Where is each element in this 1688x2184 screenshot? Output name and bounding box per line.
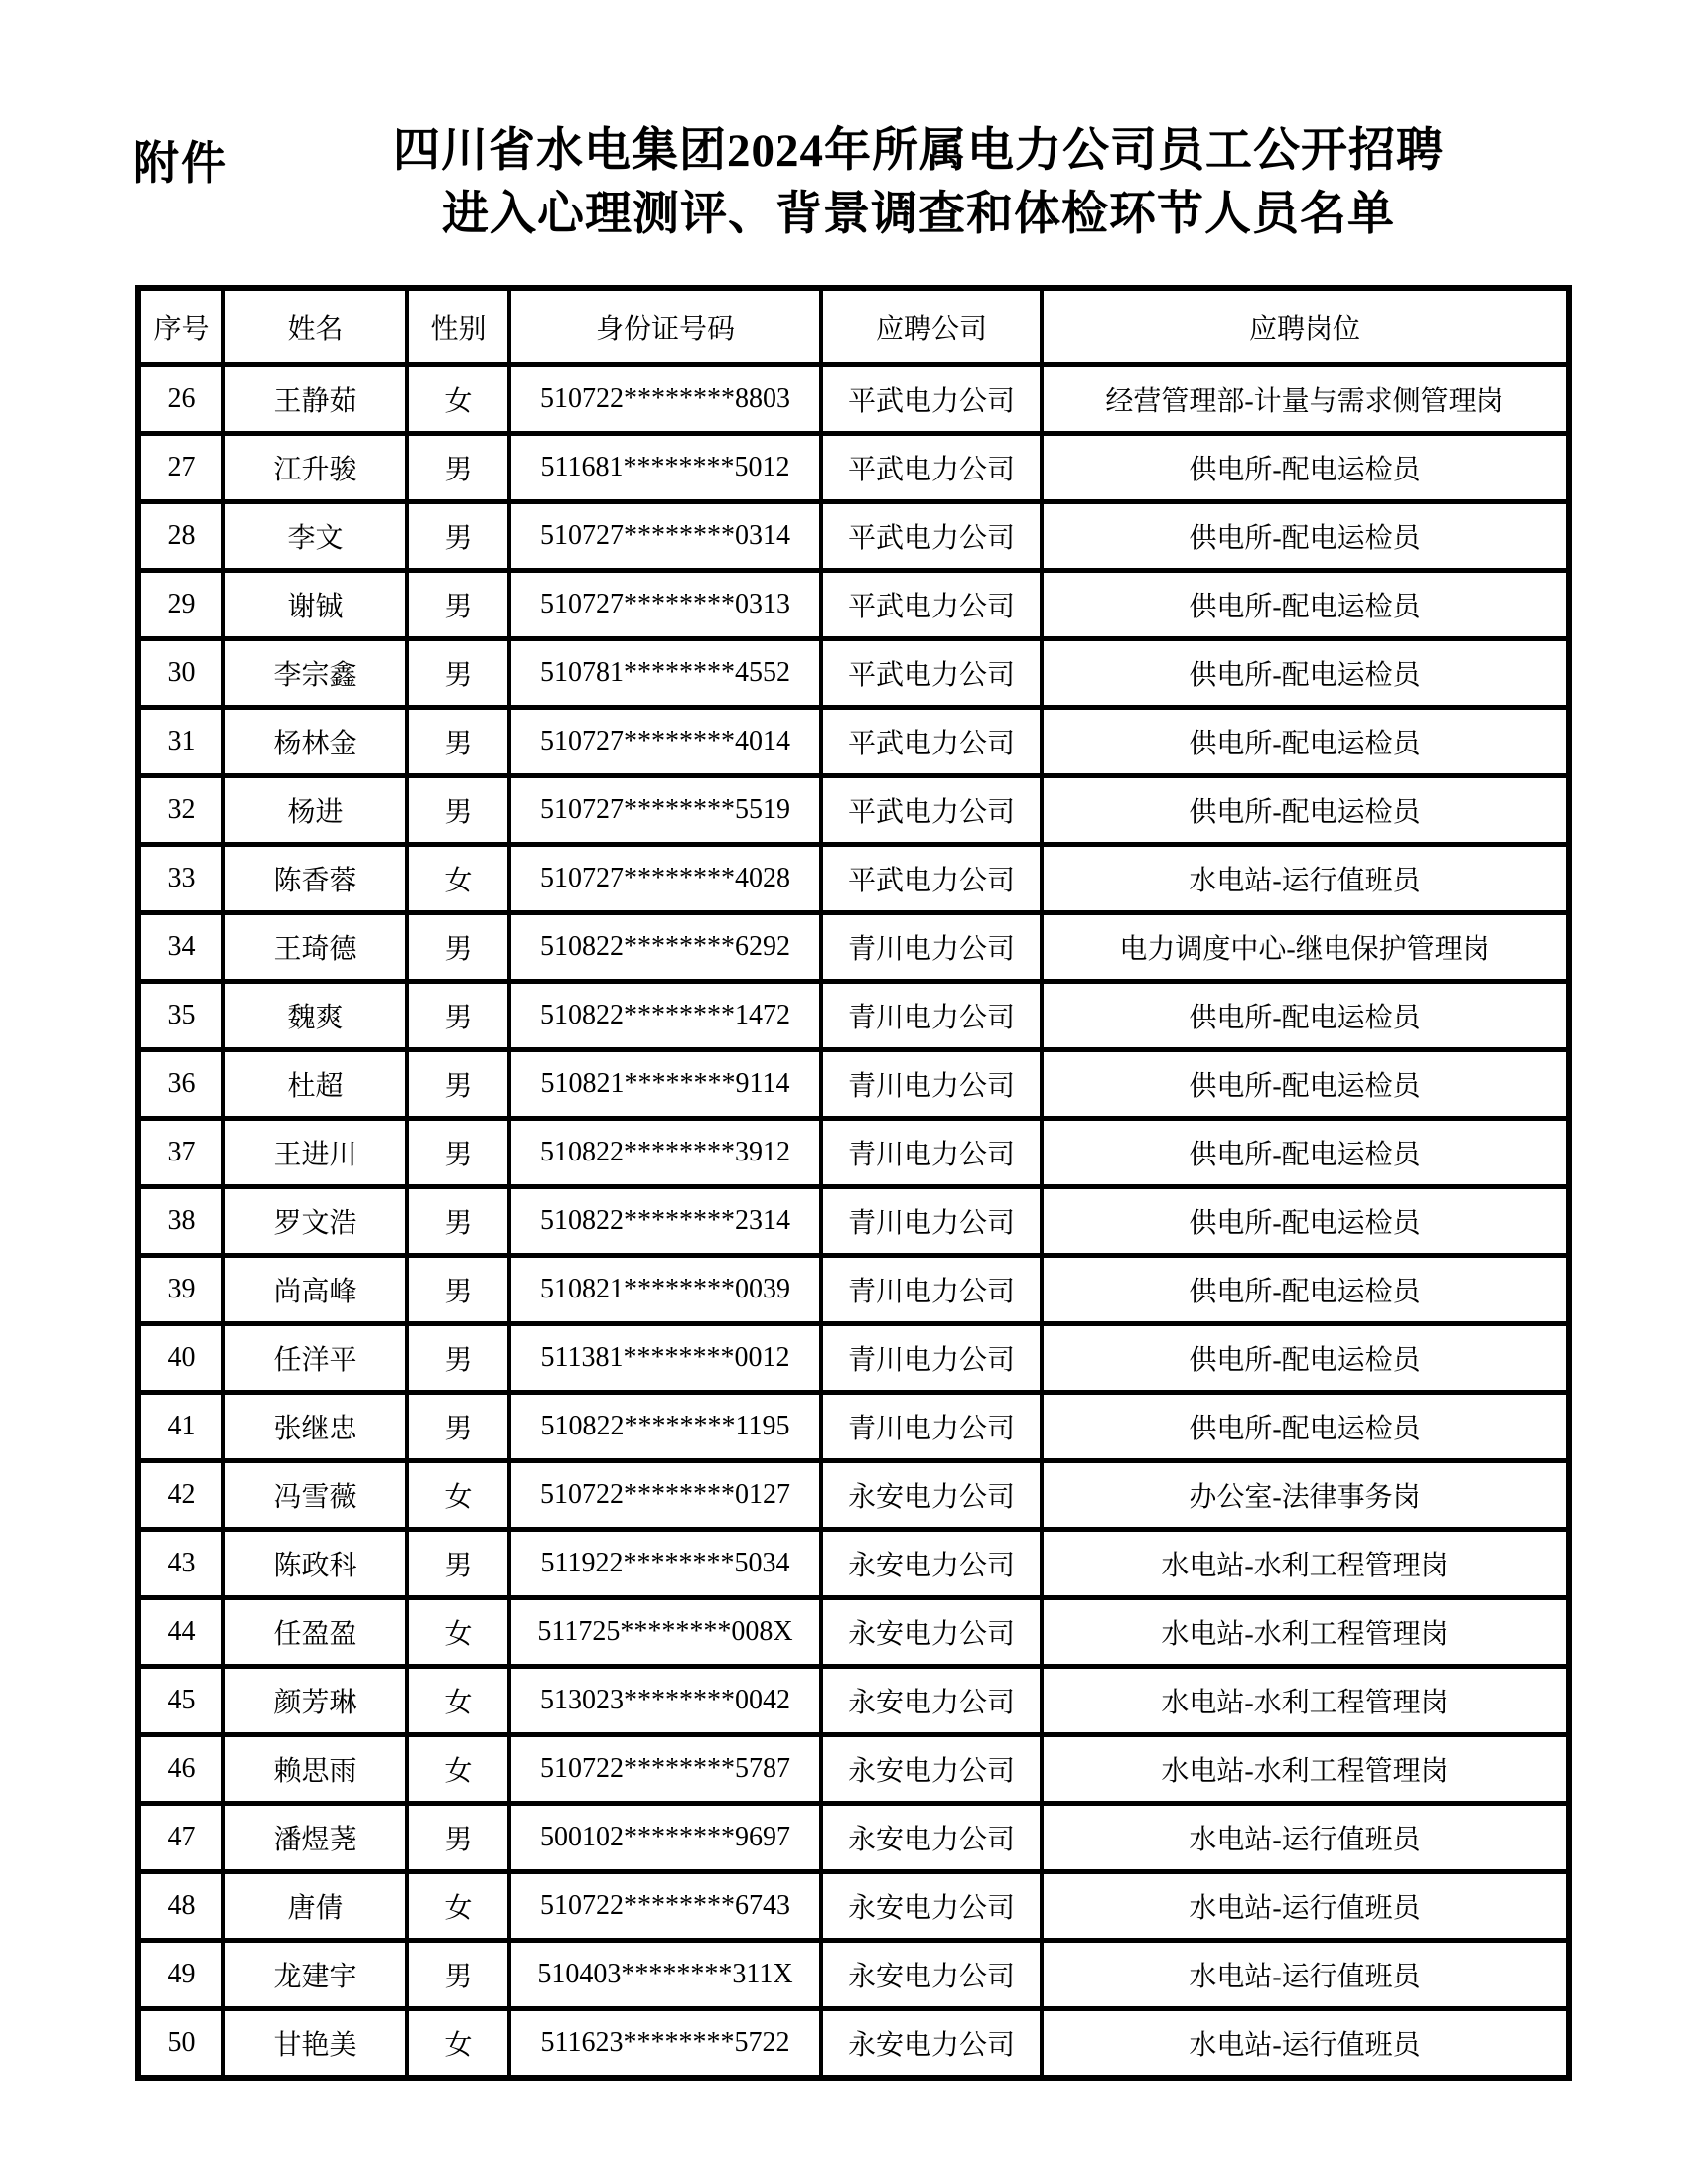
position-cell: 水电站-运行值班员 [1042,2009,1569,2079]
serial-cell: 35 [138,982,223,1050]
table-header [138,288,1569,365]
id-number-cell: 510727********0313 [509,571,821,639]
document-title-line2: 进入心理测评、背景调查和体检环节人员名单 [442,189,1395,240]
gender-cell: 女 [407,845,509,913]
company-cell: 永安电力公司 [821,1872,1042,1941]
position-cell: 水电站-运行值班员 [1042,1941,1569,2009]
gender-cell: 男 [407,1050,509,1119]
position-cell: 水电站-水利工程管理岗 [1042,1735,1569,1804]
table-row [138,776,1569,845]
company-cell: 平武电力公司 [821,502,1042,571]
id-number-cell: 511381********0012 [509,1324,821,1393]
position-cell: 供电所-配电运检员 [1042,1119,1569,1187]
table-row [138,1598,1569,1667]
company-cell: 青川电力公司 [821,1256,1042,1324]
table-row [138,1872,1569,1941]
name-cell: 尚高峰 [223,1256,407,1324]
name-cell: 潘煜荛 [223,1804,407,1872]
company-cell: 平武电力公司 [821,708,1042,776]
serial-cell: 41 [138,1393,223,1461]
table-row [138,2009,1569,2079]
position-cell: 电力调度中心-继电保护管理岗 [1042,913,1569,982]
id-number-cell: 510722********8803 [509,365,821,434]
company-cell: 永安电力公司 [821,1735,1042,1804]
name-cell: 谢铖 [223,571,407,639]
company-cell: 青川电力公司 [821,982,1042,1050]
id-number-cell: 510822********1195 [509,1393,821,1461]
gender-cell: 女 [407,1735,509,1804]
gender-cell: 男 [407,1530,509,1598]
serial-cell: 33 [138,845,223,913]
name-cell: 江升骏 [223,434,407,502]
position-cell: 供电所-配电运检员 [1042,1324,1569,1393]
serial-cell: 31 [138,708,223,776]
position-cell: 供电所-配电运检员 [1042,1050,1569,1119]
serial-cell: 50 [138,2009,223,2079]
company-cell: 青川电力公司 [821,1050,1042,1119]
serial-cell: 48 [138,1872,223,1941]
name-cell: 杨林金 [223,708,407,776]
company-cell: 青川电力公司 [821,913,1042,982]
id-number-cell: 510722********0127 [509,1461,821,1530]
attachment-label: 附件 [133,138,228,189]
gender-cell: 男 [407,913,509,982]
position-cell: 供电所-配电运检员 [1042,1256,1569,1324]
table-row [138,913,1569,982]
id-number-header: 身份证号码 [509,288,821,365]
gender-cell: 女 [407,1598,509,1667]
table-row [138,1187,1569,1256]
gender-cell: 女 [407,1461,509,1530]
serial-cell: 47 [138,1804,223,1872]
name-cell: 李宗鑫 [223,639,407,708]
serial-cell: 32 [138,776,223,845]
id-number-cell: 510821********0039 [509,1256,821,1324]
gender-cell: 男 [407,776,509,845]
position-cell: 供电所-配电运检员 [1042,708,1569,776]
gender-cell: 男 [407,1187,509,1256]
serial-cell: 46 [138,1735,223,1804]
id-number-cell: 510822********1472 [509,982,821,1050]
serial-cell: 36 [138,1050,223,1119]
company-cell: 永安电力公司 [821,1804,1042,1872]
serial-cell: 39 [138,1256,223,1324]
company-cell: 永安电力公司 [821,2009,1042,2079]
company-cell: 永安电力公司 [821,1598,1042,1667]
name-cell: 冯雪薇 [223,1461,407,1530]
name-cell: 张继忠 [223,1393,407,1461]
gender-cell: 男 [407,708,509,776]
id-number-cell: 510722********5787 [509,1735,821,1804]
company-cell: 平武电力公司 [821,571,1042,639]
table-row [138,1324,1569,1393]
id-number-cell: 510822********6292 [509,913,821,982]
id-number-cell: 500102********9697 [509,1804,821,1872]
name-cell: 陈香蓉 [223,845,407,913]
serial-cell: 34 [138,913,223,982]
company-cell: 平武电力公司 [821,776,1042,845]
company-header: 应聘公司 [821,288,1042,365]
position-cell: 供电所-配电运检员 [1042,982,1569,1050]
table-body [138,365,1569,2079]
company-cell: 永安电力公司 [821,1941,1042,2009]
position-cell: 水电站-水利工程管理岗 [1042,1598,1569,1667]
id-number-cell: 510727********0314 [509,502,821,571]
table-header-row [138,288,1569,365]
name-cell: 李文 [223,502,407,571]
serial-cell: 37 [138,1119,223,1187]
company-cell: 青川电力公司 [821,1393,1042,1461]
id-number-cell: 510822********2314 [509,1187,821,1256]
gender-cell: 男 [407,639,509,708]
company-cell: 永安电力公司 [821,1667,1042,1735]
personnel-roster-table [135,285,1572,2081]
id-number-cell: 511623********5722 [509,2009,821,2079]
name-cell: 龙建宇 [223,1941,407,2009]
position-cell: 水电站-运行值班员 [1042,1872,1569,1941]
table-row [138,434,1569,502]
company-cell: 平武电力公司 [821,639,1042,708]
id-number-cell: 511922********5034 [509,1530,821,1598]
table-row [138,502,1569,571]
id-number-cell: 510781********4552 [509,639,821,708]
gender-cell: 男 [407,982,509,1050]
position-cell: 供电所-配电运检员 [1042,571,1569,639]
name-cell: 任洋平 [223,1324,407,1393]
position-header: 应聘岗位 [1042,288,1569,365]
id-number-cell: 511681********5012 [509,434,821,502]
document-title-line1: 四川省水电集团2024年所属电力公司员工公开招聘 [393,125,1444,177]
name-cell: 魏爽 [223,982,407,1050]
company-cell: 青川电力公司 [821,1119,1042,1187]
table-row [138,365,1569,434]
table-row [138,1735,1569,1804]
id-number-cell: 510821********9114 [509,1050,821,1119]
name-cell: 任盈盈 [223,1598,407,1667]
gender-header: 性别 [407,288,509,365]
position-cell: 办公室-法律事务岗 [1042,1461,1569,1530]
name-cell: 王进川 [223,1119,407,1187]
serial-header: 序号 [138,288,223,365]
name-cell: 王琦德 [223,913,407,982]
position-cell: 水电站-水利工程管理岗 [1042,1667,1569,1735]
name-cell: 甘艳美 [223,2009,407,2079]
id-number-cell: 510722********6743 [509,1872,821,1941]
position-cell: 经营管理部-计量与需求侧管理岗 [1042,365,1569,434]
position-cell: 供电所-配电运检员 [1042,776,1569,845]
table-row [138,708,1569,776]
position-cell: 供电所-配电运检员 [1042,502,1569,571]
position-cell: 水电站-水利工程管理岗 [1042,1530,1569,1598]
id-number-cell: 510727********4028 [509,845,821,913]
position-cell: 供电所-配电运检员 [1042,434,1569,502]
company-cell: 青川电力公司 [821,1187,1042,1256]
table-row [138,1667,1569,1735]
id-number-cell: 510727********4014 [509,708,821,776]
serial-cell: 49 [138,1941,223,2009]
position-cell: 供电所-配电运检员 [1042,639,1569,708]
serial-cell: 28 [138,502,223,571]
name-cell: 赖思雨 [223,1735,407,1804]
table-row [138,1256,1569,1324]
table-row [138,982,1569,1050]
gender-cell: 男 [407,1119,509,1187]
serial-cell: 38 [138,1187,223,1256]
table-row [138,639,1569,708]
serial-cell: 40 [138,1324,223,1393]
gender-cell: 女 [407,365,509,434]
table-row [138,1530,1569,1598]
name-header: 姓名 [223,288,407,365]
gender-cell: 男 [407,1393,509,1461]
company-cell: 平武电力公司 [821,845,1042,913]
serial-cell: 26 [138,365,223,434]
table-row [138,1050,1569,1119]
table-row [138,1804,1569,1872]
gender-cell: 男 [407,1324,509,1393]
gender-cell: 男 [407,434,509,502]
gender-cell: 女 [407,1872,509,1941]
name-cell: 唐倩 [223,1872,407,1941]
id-number-cell: 510822********3912 [509,1119,821,1187]
gender-cell: 男 [407,502,509,571]
id-number-cell: 513023********0042 [509,1667,821,1735]
name-cell: 杜超 [223,1050,407,1119]
position-cell: 水电站-运行值班员 [1042,1804,1569,1872]
gender-cell: 男 [407,571,509,639]
serial-cell: 45 [138,1667,223,1735]
company-cell: 平武电力公司 [821,365,1042,434]
serial-cell: 42 [138,1461,223,1530]
name-cell: 罗文浩 [223,1187,407,1256]
position-cell: 水电站-运行值班员 [1042,845,1569,913]
gender-cell: 男 [407,1941,509,2009]
id-number-cell: 510727********5519 [509,776,821,845]
gender-cell: 女 [407,2009,509,2079]
position-cell: 供电所-配电运检员 [1042,1393,1569,1461]
table-row [138,1941,1569,2009]
id-number-cell: 510403********311X [509,1941,821,2009]
table-row [138,1393,1569,1461]
gender-cell: 女 [407,1667,509,1735]
name-cell: 王静茹 [223,365,407,434]
company-cell: 平武电力公司 [821,434,1042,502]
name-cell: 颜芳琳 [223,1667,407,1735]
gender-cell: 男 [407,1256,509,1324]
gender-cell: 男 [407,1804,509,1872]
position-cell: 供电所-配电运检员 [1042,1187,1569,1256]
id-number-cell: 511725********008X [509,1598,821,1667]
company-cell: 永安电力公司 [821,1461,1042,1530]
table-row [138,571,1569,639]
table-row [138,1119,1569,1187]
table-row [138,1461,1569,1530]
name-cell: 杨进 [223,776,407,845]
serial-cell: 44 [138,1598,223,1667]
name-cell: 陈政科 [223,1530,407,1598]
serial-cell: 43 [138,1530,223,1598]
company-cell: 永安电力公司 [821,1530,1042,1598]
serial-cell: 30 [138,639,223,708]
serial-cell: 27 [138,434,223,502]
table-row [138,845,1569,913]
company-cell: 青川电力公司 [821,1324,1042,1393]
serial-cell: 29 [138,571,223,639]
document-title [298,119,1539,246]
